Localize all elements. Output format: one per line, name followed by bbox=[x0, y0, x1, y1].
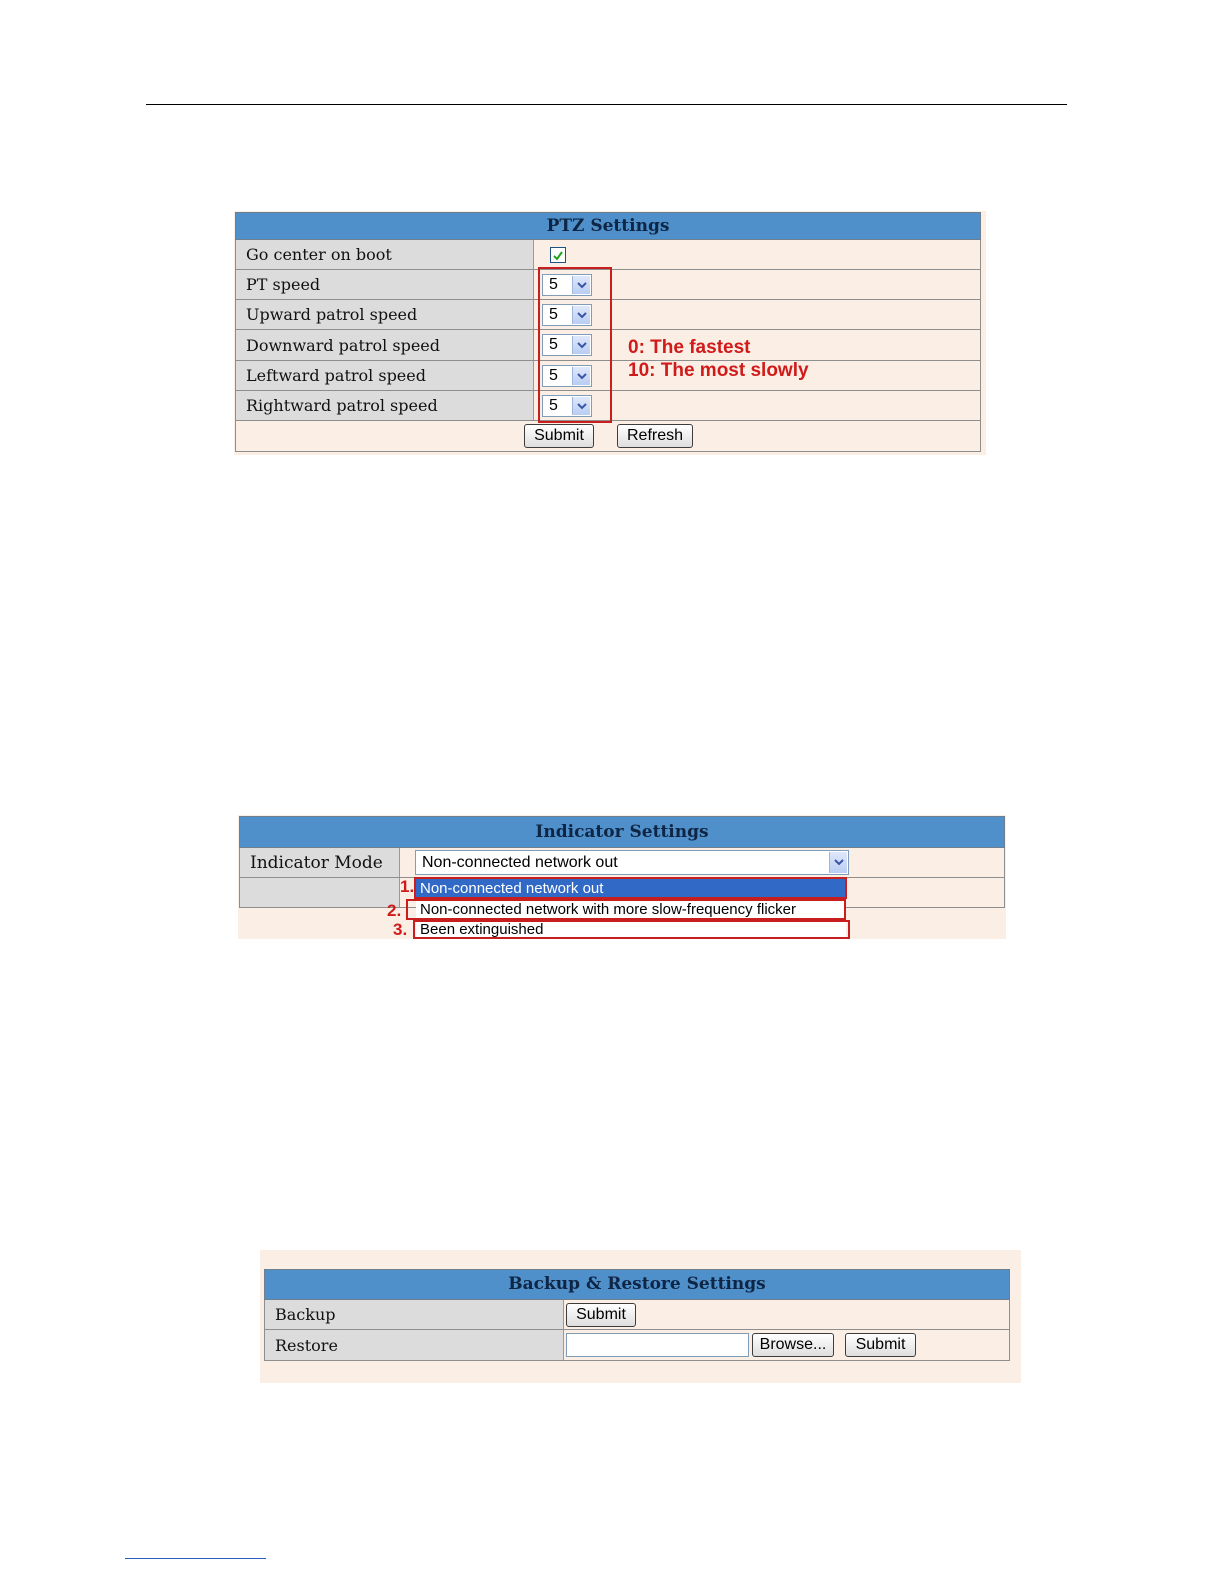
browse-button[interactable]: Browse... bbox=[752, 1333, 834, 1357]
checkmark-icon bbox=[551, 249, 565, 263]
indicator-option-1-text: Non-connected network out bbox=[420, 879, 604, 897]
pt-speed-value: 5 bbox=[549, 276, 558, 293]
rightward-speed-value: 5 bbox=[549, 397, 558, 414]
backup-restore-title: Backup & Restore Settings bbox=[264, 1269, 1010, 1300]
backup-submit-button[interactable]: Submit bbox=[566, 1303, 636, 1327]
rightward-speed-label: Rightward patrol speed bbox=[236, 391, 534, 420]
speed-annotation-box bbox=[538, 267, 612, 423]
option-1-number: 1. bbox=[400, 877, 415, 896]
downward-speed-label: Downward patrol speed bbox=[236, 330, 534, 360]
indicator-mode-select[interactable] bbox=[415, 850, 849, 875]
go-center-checkbox[interactable] bbox=[550, 247, 566, 263]
indicator-mode-label: Indicator Mode bbox=[240, 848, 400, 877]
go-center-label: Go center on boot bbox=[236, 240, 534, 269]
ptz-refresh-button[interactable]: Refresh bbox=[617, 424, 693, 448]
footer-link-rule bbox=[125, 1558, 266, 1559]
restore-label: Restore bbox=[265, 1330, 564, 1360]
indicator-mode-row bbox=[239, 848, 1005, 878]
ptz-settings-panel bbox=[234, 211, 986, 455]
restore-row bbox=[264, 1330, 1010, 1361]
backup-label: Backup bbox=[265, 1300, 564, 1329]
indicator-settings-title: Indicator Settings bbox=[239, 816, 1005, 848]
backup-row bbox=[264, 1300, 1010, 1330]
option-1-highlight-box bbox=[414, 877, 847, 899]
option-3-highlight-box bbox=[413, 920, 850, 939]
option-2-number: 2. bbox=[387, 901, 402, 920]
ptz-buttons-row bbox=[235, 421, 981, 452]
pt-speed-label: PT speed bbox=[236, 270, 534, 299]
restore-submit-button[interactable]: Submit bbox=[845, 1333, 916, 1357]
ptz-submit-button[interactable]: Submit bbox=[524, 424, 594, 448]
annotation-slowest: 10: The most slowly bbox=[628, 360, 809, 381]
indicator-option-2-text: Non-connected network with more slow-frequency flicker bbox=[420, 900, 796, 918]
indicator-settings-panel bbox=[238, 815, 1006, 939]
ptz-row-go-center bbox=[235, 240, 981, 270]
upward-speed-label: Upward patrol speed bbox=[236, 300, 534, 329]
annotation-fastest: 0: The fastest bbox=[628, 337, 751, 358]
indicator-option-3-text: Been extinguished bbox=[420, 920, 544, 938]
ptz-settings-title: PTZ Settings bbox=[235, 212, 981, 240]
backup-restore-panel bbox=[260, 1250, 1021, 1383]
leftward-speed-value: 5 bbox=[549, 367, 558, 384]
upward-speed-value: 5 bbox=[549, 306, 558, 323]
option-2-highlight-box bbox=[406, 899, 846, 920]
restore-file-input[interactable] bbox=[566, 1333, 749, 1357]
downward-speed-value: 5 bbox=[549, 336, 558, 353]
leftward-speed-label: Leftward patrol speed bbox=[236, 361, 534, 390]
chevron-down-icon[interactable] bbox=[829, 852, 847, 873]
indicator-empty-label bbox=[240, 878, 400, 907]
page-header-rule bbox=[146, 104, 1067, 105]
indicator-mode-value: Non-connected network out bbox=[422, 853, 618, 871]
option-3-number: 3. bbox=[393, 920, 408, 939]
